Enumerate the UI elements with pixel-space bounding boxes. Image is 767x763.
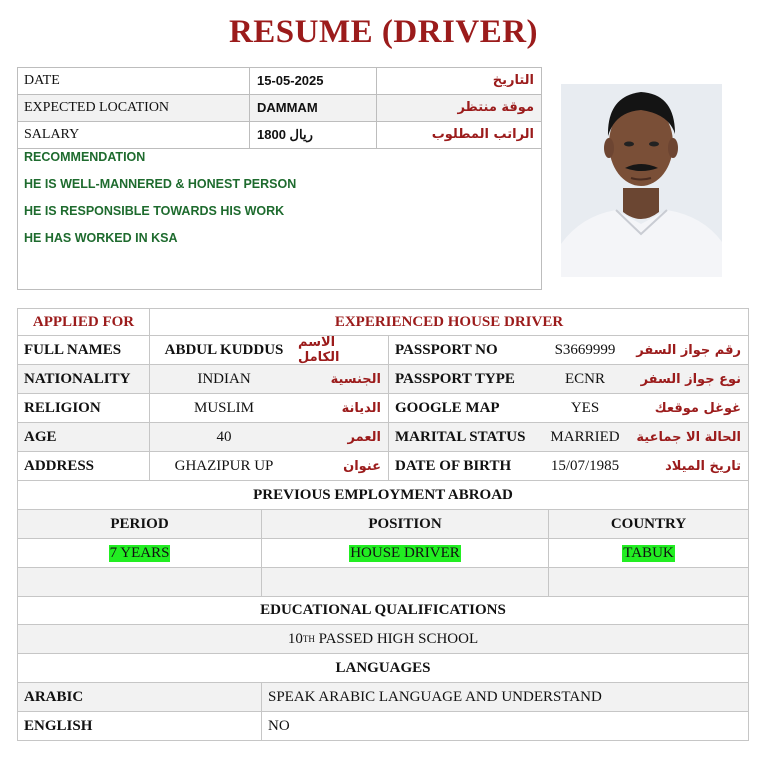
nationality-arabic-label: الجنسية <box>330 371 381 387</box>
marital-status-arabic-label: الحالة الا جماعية <box>636 429 741 445</box>
detail-row <box>17 452 749 481</box>
empty-cell <box>548 568 748 596</box>
candidate-photo <box>561 84 722 277</box>
date-value: 15-05-2025 <box>249 68 376 94</box>
age-label: AGE <box>24 428 57 445</box>
country-header: COUNTRY <box>548 510 748 538</box>
google-map-arabic-label: غوغل موقعك <box>654 400 741 416</box>
empty-cell <box>261 568 548 596</box>
salary-value: 1800 ريال <box>249 122 376 148</box>
location-arabic-label: موقة منتظر <box>376 95 541 121</box>
religion-arabic-label: الديانة <box>341 400 381 416</box>
date-of-birth-value: 15/07/1985 <box>550 457 620 474</box>
passport-no-value: S3669999 <box>554 341 616 358</box>
period-header: PERIOD <box>110 515 169 532</box>
applied-for-value: EXPERIENCED HOUSE DRIVER <box>149 309 748 335</box>
languages-heading-row <box>17 654 749 683</box>
google-map-value: YES <box>570 399 600 416</box>
location-value: DAMMAM <box>249 95 376 121</box>
education-heading: EDUCATIONAL QUALIFICATIONS <box>260 602 506 618</box>
detail-row <box>17 365 749 394</box>
period-value: 7 YEARS <box>109 544 170 561</box>
employment-heading: PREVIOUS EMPLOYMENT ABROAD <box>253 486 513 503</box>
education-row <box>17 625 749 654</box>
date-of-birth-label: DATE OF BIRTH <box>388 452 534 480</box>
language-name: ENGLISH <box>24 717 93 734</box>
language-name: ARABIC <box>24 688 84 705</box>
detail-row <box>17 394 749 423</box>
age-arabic-label: العمر <box>347 429 381 445</box>
passport-type-label: PASSPORT TYPE <box>388 365 534 393</box>
employment-entry-row <box>17 539 749 568</box>
education-value <box>18 625 748 653</box>
country-value: TABUK <box>623 544 674 561</box>
language-row <box>17 683 749 712</box>
position-header: POSITION <box>261 510 548 538</box>
summary-row-location <box>18 95 541 122</box>
religion-label: RELIGION <box>24 399 101 416</box>
google-map-label: GOOGLE MAP <box>388 394 534 422</box>
nationality-label: NATIONALITY <box>24 370 131 387</box>
detail-row <box>17 423 749 452</box>
date-of-birth-arabic-label: تاريخ الميلاد <box>665 458 741 474</box>
applied-for-row <box>17 308 749 336</box>
empty-cell <box>18 568 261 596</box>
employment-empty-row <box>17 568 749 597</box>
address-label: ADDRESS <box>24 457 95 474</box>
education-heading-row <box>17 597 749 625</box>
date-arabic-label: التاريخ <box>376 68 541 94</box>
employment-heading-row <box>17 481 749 510</box>
nationality-value: INDIAN <box>149 365 298 393</box>
date-label: DATE <box>24 73 60 88</box>
language-row <box>17 712 749 741</box>
education-text: PASSED HIGH SCHOOL <box>314 630 479 647</box>
page-title: RESUME (DRIVER) <box>228 14 539 50</box>
full-name-value: ABDUL KUDDUS <box>149 336 298 364</box>
address-arabic-label: عنوان <box>343 458 381 474</box>
summary-table <box>17 67 542 290</box>
marital-status-label: MARITAL STATUS <box>388 423 534 451</box>
education-grade-suffix: TH <box>302 634 315 644</box>
address-value: GHAZIPUR UP <box>149 452 298 480</box>
summary-row-salary <box>18 122 541 149</box>
recommendation-line: HE IS RESPONSIBLE TOWARDS HIS WORK <box>24 204 285 218</box>
full-name-arabic-label: الاسم الكامل <box>298 335 340 365</box>
passport-no-arabic-label: رقم جواز السفر <box>636 342 741 358</box>
recommendation-heading: RECOMMENDATION <box>24 150 146 164</box>
position-value: HOUSE DRIVER <box>350 544 460 561</box>
full-name-label: FULL NAMES <box>24 341 122 358</box>
salary-label: SALARY <box>24 127 80 142</box>
passport-type-value: ECNR <box>564 370 605 387</box>
salary-arabic-label: الراتب المطلوب <box>376 122 541 148</box>
summary-row-date <box>18 68 541 95</box>
languages-heading: LANGUAGES <box>335 659 431 676</box>
employment-header-row <box>17 510 749 539</box>
language-level: NO <box>261 712 748 740</box>
age-value: 40 <box>149 423 298 451</box>
marital-status-value: MARRIED <box>550 428 620 445</box>
recommendation-line: HE IS WELL-MANNERED & HONEST PERSON <box>24 177 297 191</box>
education-grade: 10 <box>287 630 303 647</box>
location-label: EXPECTED LOCATION <box>24 100 170 115</box>
recommendation-line: HE HAS WORKED IN KSA <box>24 231 178 245</box>
religion-value: MUSLIM <box>149 394 298 422</box>
detail-row <box>17 336 749 365</box>
passport-no-label: PASSPORT NO <box>388 336 534 364</box>
passport-type-arabic-label: نوع جواز السفر <box>640 371 741 387</box>
applied-for-label: APPLIED FOR <box>32 313 135 330</box>
language-level: SPEAK ARABIC LANGUAGE AND UNDERSTAND <box>261 683 748 711</box>
